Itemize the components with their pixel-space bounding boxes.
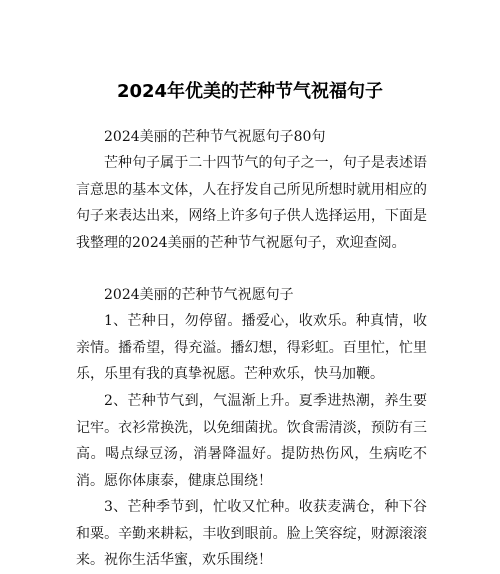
list-item: 1、芒种日，勿停留。播爱心，收欢乐。种真情，收亲情。播希望，得充溢。播幻想，得彩虹。百里忙，忙里乐，乐里有我的真挚祝愿。芒种欢乐，快马加鞭。	[76, 313, 427, 382]
intro-paragraph: 芒种句子属于二十四节气的句子之一，句子是表述语言意思的基本文体，人在抒发自己所见所想时就用相应的句子来表达出来，网络上许多句子供人选择运用，下面是我整理的2024美丽的芒种节气祝愿句子，欢迎查阅。	[76, 155, 427, 251]
list-item: 2、芒种节气到，气温渐上升。夏季进热潮，养生要记牢。衣衫常换洗，以免细菌扰。饮食需清淡，预防有三高。喝点绿豆汤，消暑降温好。提防热伤风，生病吃不消。愿你体康泰，健康总围绕！	[76, 393, 427, 489]
document-subtitle	[76, 124, 427, 151]
subtitle-text: 2024美丽的芒种节气祝愿句子80句	[104, 129, 326, 145]
list-item: 3、芒种季节到，忙收又忙种。收获麦满仓，种下谷和粟。辛勤来耕耘，丰收到眼前。脸上笑容绽，财源滚滚来。祝你生活华蜜，欢乐围绕！	[76, 499, 427, 568]
section-heading: 2024美丽的芒种节气祝愿句子	[104, 287, 294, 303]
document-title: 2024年优美的芒种节气祝福句子	[116, 81, 384, 102]
